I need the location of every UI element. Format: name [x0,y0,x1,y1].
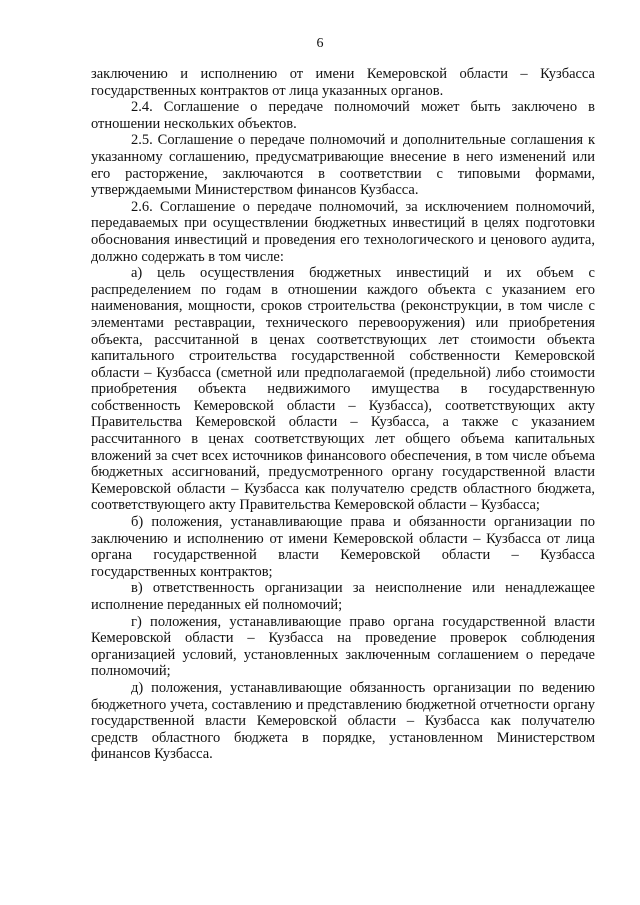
subparagraph-g: г) положения, устанавливающие право органа государственной власти Кемеровской области – Кузбасса на проведение проверок соблюдения организацией условий, установленных заключенным соглашением о передаче полномочий; [91,613,595,680]
paragraph-2-4: 2.4. Соглашение о передаче полномочий может быть заключено в отношении нескольких объектов. [91,99,595,132]
document-body [91,66,595,763]
paragraph-2-5: 2.5. Соглашение о передаче полномочий и дополнительные соглашения к указанному соглашению, предусматривающие внесение в него изменений или его расторжение, заключаются в соответствии с типовыми формами, утверждаемыми Министерством финансов Кузбасса. [91,132,595,199]
paragraph-2-6: 2.6. Соглашение о передаче полномочий, за исключением полномочий, передаваемых при осуществлении бюджетных инвестиций в целях подготовки обоснования инвестиций и проведения его технологического и ценового аудита, должно содержать в том числе: [91,198,595,265]
paragraph-continuation: заключению и исполнению от имени Кемеровской области – Кузбасса государственных контрактов от лица указанных органов. [91,66,595,99]
subparagraph-d: д) положения, устанавливающие обязанность организации по ведению бюджетного учета, составлению и представлению бюджетной отчетности органу государственной власти Кемеровской области – Кузбасса как получателю средств областного бюджета в порядке, установленном Министерством финансов Кузбасса. [91,679,595,763]
subparagraph-b: б) положения, устанавливающие права и обязанности организации по заключению и исполнению от имени Кемеровской области – Кузбасса от лица органа государственной власти Кемеровской области – Кузбасса государственных контрактов; [91,514,595,580]
page-number: 6 [316,36,324,51]
subparagraph-v: в) ответственность организации за неисполнение или ненадлежащее исполнение переданных ей полномочий; [91,580,595,613]
subparagraph-a: а) цель осуществления бюджетных инвестиций и их объем с распределением по годам в отношении каждого объекта с указанием его наименования, мощности, сроков строительства (реконструкции, в том числе с элементами реставрации, технического перевооружения) или приобретения объекта, рассчитанной в ценах соответствующих лет стоимости объекта капитального строительства государственной собственности Кемеровской области – Кузбасса (сметной или предполагаемой (предельной) либо стоимости приобретения объекта недвижимого имущества в государственную собственность Кемеровской области – Кузбасса), соответствующих акту Правительства Кемеровской области – Кузбасса, а также с указанием рассчитанного в ценах соответствующих лет общего объема капитальных вложений за счет всех источников финансового обеспечения, в том числе объема бюджетных ассигнований, предусмотренного органу государственной власти Кемеровской области – Кузбасса как получателю средств областного бюджета, соответствующего акту Правительства Кемеровской области – Кузбасса; [91,265,595,514]
